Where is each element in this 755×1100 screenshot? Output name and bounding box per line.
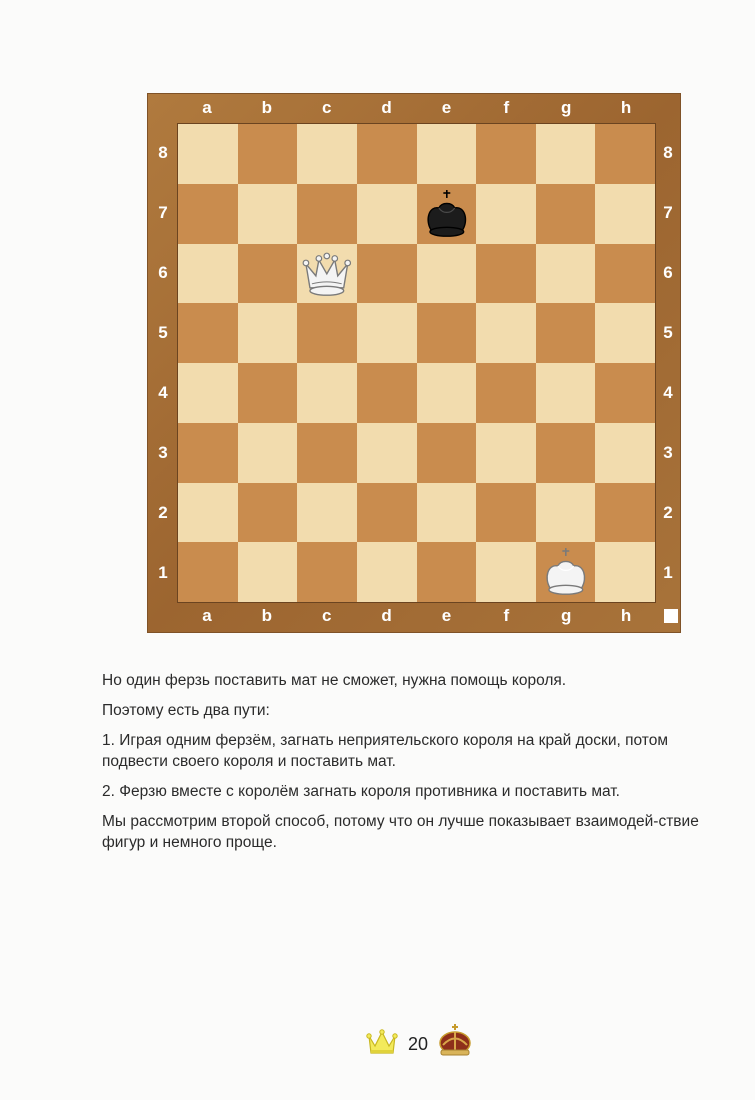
square-c5 [297,303,357,363]
square-f6 [476,244,536,304]
square-h8 [595,124,655,184]
square-d2 [357,483,417,543]
square-a2 [178,483,238,543]
square-f4 [476,363,536,423]
square-c3 [297,423,357,483]
square-f5 [476,303,536,363]
file-label-bottom-b: b [261,606,273,625]
paragraph-2: Поэтому есть два пути: [102,702,270,719]
paragraph-5: Мы рассмотрим второй способ, потому что он лучше показывает взаимодей-ствие фигур и немного проще. [102,813,699,851]
square-b4 [238,363,298,423]
square-c7 [297,184,357,244]
square-f2 [476,483,536,543]
square-h2 [595,483,655,543]
square-c2 [297,483,357,543]
red-royal-crown-icon [437,1023,473,1059]
file-label-top-b: b [261,98,273,117]
square-h3 [595,423,655,483]
file-label-top-g: g [561,98,572,117]
rank-label-right-4: 4 [663,383,673,402]
rank-label-right-7: 7 [663,203,673,222]
page-footer [0,1020,755,1070]
rank-label-left-5: 5 [158,323,168,342]
square-a7 [178,184,238,244]
square-d5 [357,303,417,363]
white-king-icon [536,542,596,602]
file-label-bottom-g: g [561,606,572,625]
rank-label-left-7: 7 [158,203,168,222]
rank-label-left-6: 6 [158,263,168,282]
square-b5 [238,303,298,363]
square-g4 [536,363,596,423]
square-e8 [417,124,477,184]
square-g5 [536,303,596,363]
file-label-bottom-e: e [441,606,452,625]
rank-label-right-2: 2 [663,503,673,522]
rank-label-left-4: 4 [158,383,168,402]
file-label-top-e: e [441,98,452,117]
file-label-top-h: h [620,98,632,117]
square-g7 [536,184,596,244]
square-g8 [536,124,596,184]
black-king-icon [417,184,477,244]
square-f8 [476,124,536,184]
rank-label-right-5: 5 [663,323,673,342]
side-to-move-marker [664,609,678,623]
rank-label-left-8: 8 [158,143,168,162]
square-h1 [595,542,655,602]
square-e5 [417,303,477,363]
square-c6 [297,244,357,304]
square-b1 [238,542,298,602]
square-b2 [238,483,298,543]
square-a6 [178,244,238,304]
square-g1 [536,542,596,602]
paragraph-4: 2. Ферзю вместе с королём загнать короля противника и поставить мат. [102,783,620,800]
square-f7 [476,184,536,244]
square-e7 [417,184,477,244]
rank-label-left-1: 1 [158,563,168,582]
square-g6 [536,244,596,304]
file-label-top-f: f [503,98,510,117]
gold-crown-icon [366,1026,398,1058]
file-label-bottom-d: d [381,606,392,625]
square-b6 [238,244,298,304]
square-b3 [238,423,298,483]
file-label-bottom-c: c [322,606,332,625]
square-h7 [595,184,655,244]
square-a8 [178,124,238,184]
square-b7 [238,184,298,244]
square-f1 [476,542,536,602]
rank-label-right-1: 1 [663,563,673,582]
square-b8 [238,124,298,184]
paragraph-3: 1. Играя одним ферзём, загнать неприятельского короля на край доски, потом подвести своего короля и поставить мат. [102,732,668,770]
square-h5 [595,303,655,363]
square-e1 [417,542,477,602]
square-e6 [417,244,477,304]
square-d3 [357,423,417,483]
square-h4 [595,363,655,423]
rank-label-right-8: 8 [663,143,673,162]
square-d1 [357,542,417,602]
chessboard [177,123,656,603]
square-f3 [476,423,536,483]
file-label-top-a: a [202,98,212,117]
file-label-bottom-f: f [503,606,510,625]
file-label-top-c: c [322,98,332,117]
white-queen-icon [297,244,357,304]
square-d7 [357,184,417,244]
square-d8 [357,124,417,184]
square-a5 [178,303,238,363]
rank-label-right-6: 6 [663,263,673,282]
file-label-top-d: d [381,98,392,117]
rank-label-left-3: 3 [158,443,168,462]
page-number: 20 [407,1034,429,1054]
square-d6 [357,244,417,304]
square-a4 [178,363,238,423]
square-d4 [357,363,417,423]
rank-label-left-2: 2 [158,503,168,522]
square-g3 [536,423,596,483]
square-a1 [178,542,238,602]
square-a3 [178,423,238,483]
text-content [102,670,737,862]
paragraph-1: Но один ферзь поставить мат не сможет, нужна помощь короля. [102,672,567,689]
square-c8 [297,124,357,184]
file-label-bottom-h: h [620,606,632,625]
square-c1 [297,542,357,602]
rank-label-right-3: 3 [663,443,673,462]
square-h6 [595,244,655,304]
square-e4 [417,363,477,423]
square-c4 [297,363,357,423]
square-g2 [536,483,596,543]
file-label-bottom-a: a [202,606,212,625]
square-e2 [417,483,477,543]
square-e3 [417,423,477,483]
